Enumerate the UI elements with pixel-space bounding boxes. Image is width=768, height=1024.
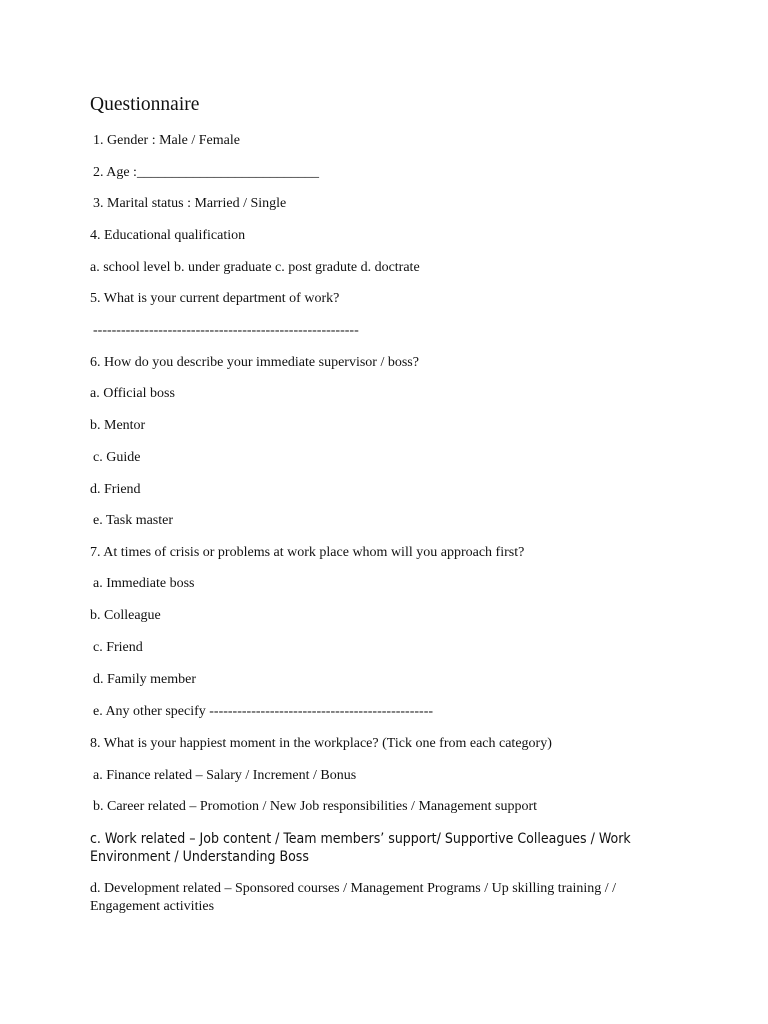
question-crisis: 7. At times of crisis or problems at work place whom will you approach first? xyxy=(90,545,525,560)
question-education: 4. Educational qualification xyxy=(90,228,246,243)
option-friend: d. Friend xyxy=(90,482,141,497)
option-mentor: b. Mentor xyxy=(90,418,146,433)
question-department: 5. What is your current department of work? xyxy=(90,291,340,306)
option-guide: c. Guide xyxy=(93,450,141,465)
page-title: Questionnaire xyxy=(90,94,200,115)
question-supervisor: 6. How do you describe your immediate supervisor / boss? xyxy=(90,355,419,370)
education-options: a. school level b. under graduate c. post gradute d. doctrate xyxy=(90,260,420,275)
option-colleague: b. Colleague xyxy=(90,608,161,623)
category-work: c. Work related – Job content / Team members’ support/ Supportive Colleagues / Work Environment / Understanding Boss xyxy=(90,831,631,865)
option-official-boss: a. Official boss xyxy=(90,386,175,401)
question-gender: 1. Gender : Male / Female xyxy=(93,133,240,148)
category-finance: a. Finance related – Salary / Increment / Bonus xyxy=(93,768,357,783)
option-any-other: e. Any other specify ------------------------------------------------ xyxy=(93,704,434,719)
option-crisis-friend: c. Friend xyxy=(93,640,143,655)
option-task-master: e. Task master xyxy=(93,513,174,528)
question-marital-status: 3. Marital status : Married / Single xyxy=(93,196,287,211)
category-development: d. Development related – Sponsored courses / Management Programs / Up skilling training / / Engagement activities xyxy=(90,881,617,914)
category-career: b. Career related – Promotion / New Job responsibilities / Management support xyxy=(93,799,538,814)
question-age: 2. Age :__________________________ xyxy=(93,165,319,180)
option-immediate-boss: a. Immediate boss xyxy=(93,576,195,591)
department-answer-line: --------------------------------------------------------- xyxy=(93,323,359,338)
question-happiest-moment: 8. What is your happiest moment in the workplace? (Tick one from each category) xyxy=(90,736,552,751)
option-family-member: d. Family member xyxy=(93,672,197,687)
